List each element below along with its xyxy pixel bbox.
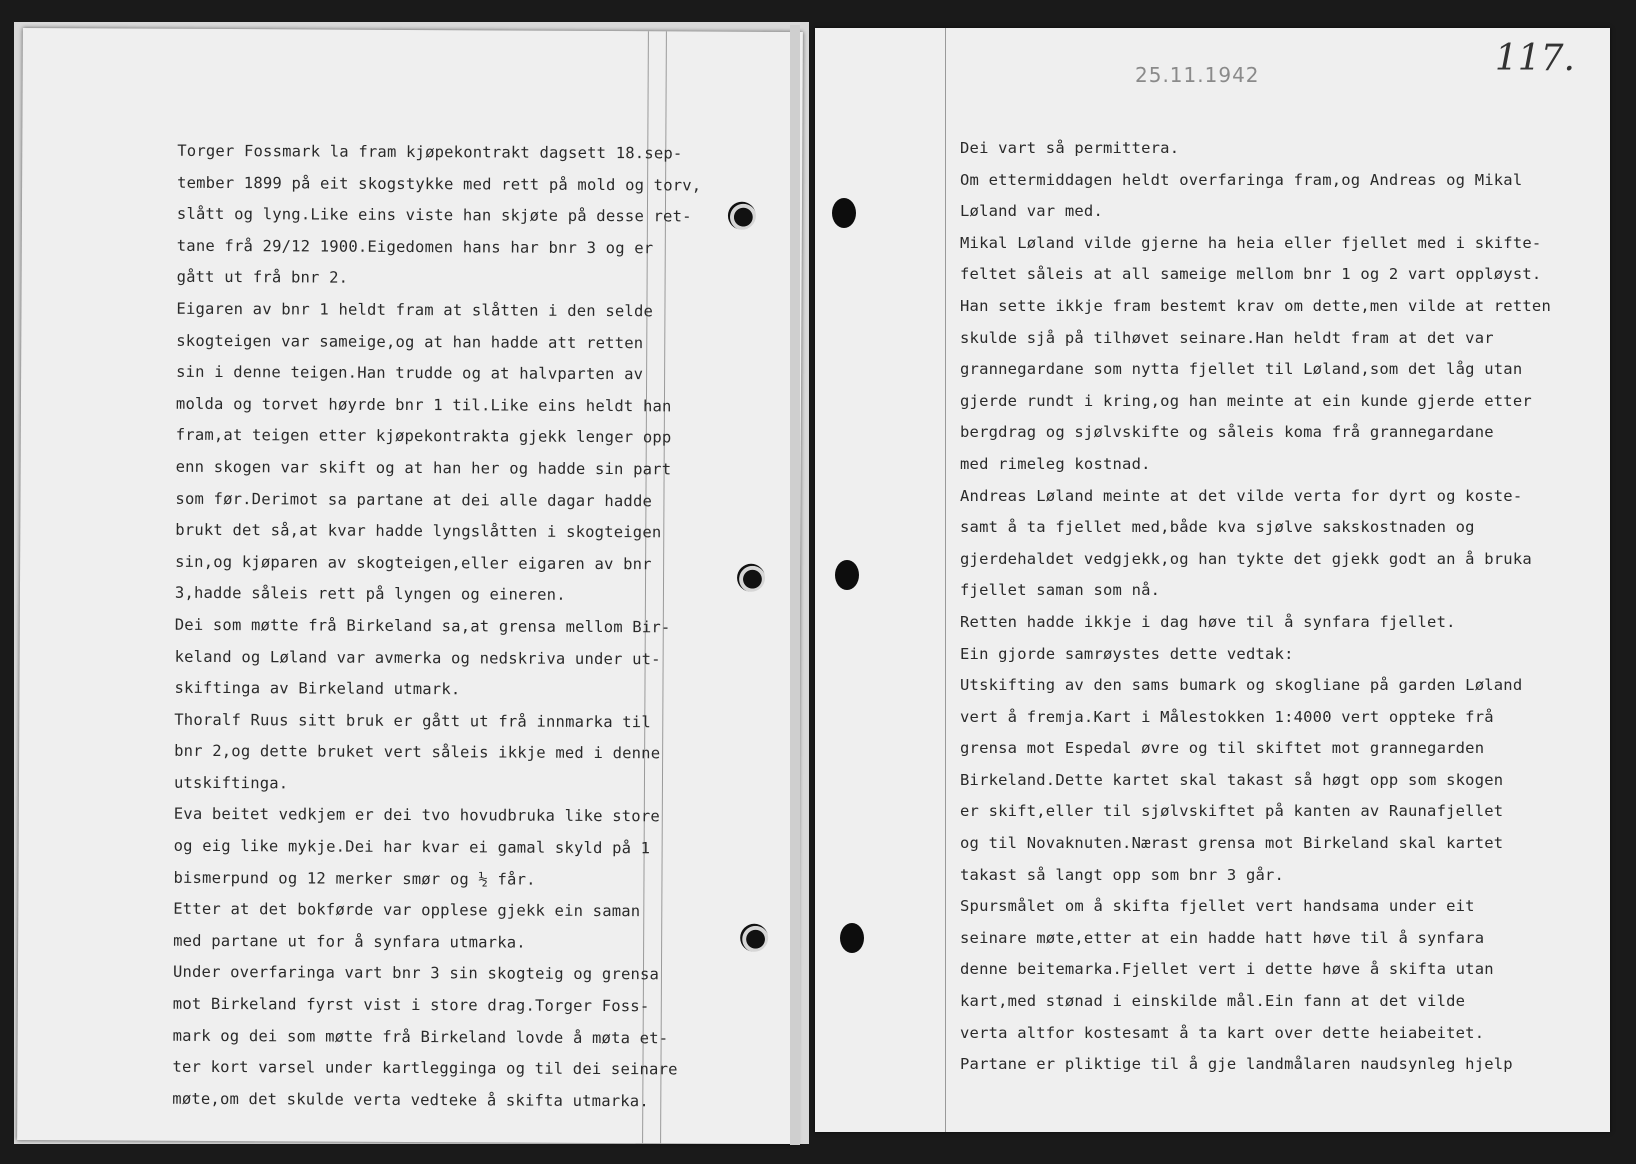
text-line: og eig like mykje.Dei har kvar ei gamal skyld på 1 — [173, 836, 651, 858]
text-line: Under overfaringa vart bnr 3 sin skogteig og grensa — [172, 963, 660, 984]
folio-number: 117. — [1494, 38, 1575, 79]
text-line: fram,at teigen etter kjøpekontrakta gjekk lenger opp — [175, 426, 672, 447]
text-line: Torger Fossmark la fram kjøpekontrakt dagsett 18.sep- — [177, 141, 683, 163]
text-line: denne beitemarka.Fjellet vert i dette høve å skifta utan — [960, 960, 1494, 979]
text-line: Andreas Løland meinte at det vilde verta for dyrt og koste- — [960, 486, 1523, 505]
text-line: Utskifting av den sams bumark og skogliane på garden Løland — [960, 676, 1523, 695]
text-line: kart,med stønad i einskilde mål.Ein fann at det vilde — [960, 992, 1466, 1011]
left-page — [17, 28, 803, 1144]
binding-edge — [790, 25, 800, 1145]
text-line: Om ettermiddagen heldt overfaringa fram,og Andreas og Mikal — [960, 170, 1523, 189]
text-line: mot Birkeland fyrst vist i store drag.Torger Foss- — [172, 994, 650, 1016]
right-page-margin-line — [945, 28, 946, 1132]
punch-hole — [832, 198, 856, 228]
text-line: Spursmålet om å skifta fjellet vert handsama under eit — [960, 897, 1475, 916]
text-line: skiftinga av Birkeland utmark. — [174, 678, 461, 699]
text-line: Partane er pliktige til å gje landmålaren naudsynleg hjelp — [960, 1055, 1513, 1074]
text-line: ter kort varsel under kartlegginga og til dei seinare — [172, 1057, 678, 1079]
text-line: bergdrag og sjølvskifte og såleis koma frå grannegardane — [960, 423, 1494, 442]
punch-hole — [740, 924, 768, 952]
text-line: verta altfor kostesamt å ta kart over dette heiabeitet. — [960, 1023, 1485, 1042]
punch-hole — [728, 202, 756, 230]
text-line: samt å ta fjellet med,både kva sjølve sakskostnaden og — [960, 518, 1475, 537]
text-line: seinare møte,etter at ein hadde hatt høve til å synfara — [960, 928, 1485, 947]
text-line: feltet såleis at all sameige mellom bnr 1 og 2 vart oppløyst. — [960, 265, 1542, 284]
text-line: med rimeleg kostnad. — [960, 454, 1151, 473]
text-line: bismerpund og 12 merker smør og ½ får. — [173, 868, 536, 889]
text-line: mark og dei som møtte frå Birkeland lovde å møta et- — [172, 1026, 669, 1047]
text-line: sin,og kjøparen av skogteigen,eller eigaren av bnr — [175, 552, 652, 573]
date-stamp: 25.11.1942 — [1135, 63, 1260, 87]
text-line: keland og Løland var avmerka og nedskriva under ut- — [174, 647, 661, 668]
text-line: grannegardane som nytta fjellet til Løland,som det låg utan — [960, 360, 1523, 379]
punch-hole — [840, 923, 864, 953]
text-line: grensa mot Espedal øvre og til skiftet mot grannegarden — [960, 739, 1485, 758]
left-page-text — [172, 136, 701, 1118]
text-line: som før.Derimot sa partane at dei alle dagar hadde — [175, 489, 653, 510]
text-line: molda og torvet høyrde bnr 1 til.Like eins heldt han — [175, 394, 672, 416]
text-line: gjerdehaldet vedgjekk,og han tykte det gjekk godt an å bruka — [960, 549, 1532, 568]
text-line: enn skogen var skift og at han her og hadde sin part — [175, 457, 672, 479]
punch-hole — [835, 560, 859, 590]
text-line: slått og lyng.Like eins viste han skjøte på desse ret- — [176, 204, 692, 226]
text-line: Dei vart så permitterа. — [960, 139, 1180, 157]
text-line: Løland var med. — [960, 202, 1103, 221]
text-line: gjerde rundt i kring,og han meinte at ein kunde gjerde etter — [960, 391, 1532, 410]
text-line: tane frå 29/12 1900.Eigedomen hans har bnr 3 og er — [176, 236, 654, 258]
text-line: utskiftinga. — [173, 773, 289, 793]
text-line: fjellet saman som nå. — [960, 581, 1161, 600]
text-line: vert å fremja.Kart i Målestokken 1:4000 vert oppteke frå — [960, 707, 1494, 726]
text-line: brukt det så,at kvar hadde lyngslåtten i skogteigen — [175, 520, 662, 542]
text-line: med partane ut for å synfara utmarka. — [173, 931, 526, 952]
text-line: skulde sjå på tilhøvet seinare.Han heldt fram at det var — [960, 328, 1494, 347]
text-line: gått ut frå bnr 2. — [176, 268, 349, 288]
text-line: skogteigen var sameige,og at han hadde att retten — [176, 331, 644, 352]
text-line: og til Novaknuten.Nærast grensa mot Birkeland skal kartet — [960, 834, 1504, 853]
text-line: Mikal Løland vilde gjerne ha heia eller fjellet med i skifte- — [960, 233, 1542, 252]
text-line: takast så langt opp som bnr 3 går. — [960, 865, 1285, 884]
text-line: Eigaren av bnr 1 heldt fram at slåtten i den selde — [176, 299, 654, 321]
text-line: 3,hadde såleis rett på lyngen og eineren. — [174, 584, 566, 605]
text-line: Retten hadde ikkje i dag høve til å synfara fjellet. — [960, 612, 1456, 631]
punch-hole — [737, 564, 765, 592]
text-line: møte,om det skulde verta vedteke å skifta utmarka. — [172, 1089, 649, 1111]
right-page-text — [960, 133, 1551, 1081]
text-line: Birkeland.Dette kartet skal takast så høgt opp som skogen — [960, 770, 1504, 789]
text-line: bnr 2,og dette bruket vert såleis ikkje med i denne — [174, 742, 661, 763]
text-line: tember 1899 på eit skogstykke med rett på mold og torv, — [177, 173, 702, 195]
text-line: Etter at det bokførde var opplese gjekk ein saman — [173, 900, 641, 921]
text-line: Thoralf Ruus sitt bruk er gått ut frå innmarka til — [174, 710, 651, 731]
right-page — [815, 28, 1610, 1132]
text-line: Dei som møtte frå Birkeland sa,at grensa mellom Bir- — [174, 615, 671, 637]
text-line: Eva beitet vedkjem er dei tvo hovudbruka like store — [173, 805, 660, 826]
text-line: Ein gjorde samrøystes dette vedtak: — [960, 644, 1294, 663]
text-line: Han sette ikkje fram bestemt krav om dette,men vilde at retten — [960, 296, 1551, 315]
text-line: sin i denne teigen.Han trudde og at halvparten av — [176, 362, 644, 384]
text-line: er skift,eller til sjølvskiftet på kanten av Raunafjellet — [960, 802, 1504, 821]
